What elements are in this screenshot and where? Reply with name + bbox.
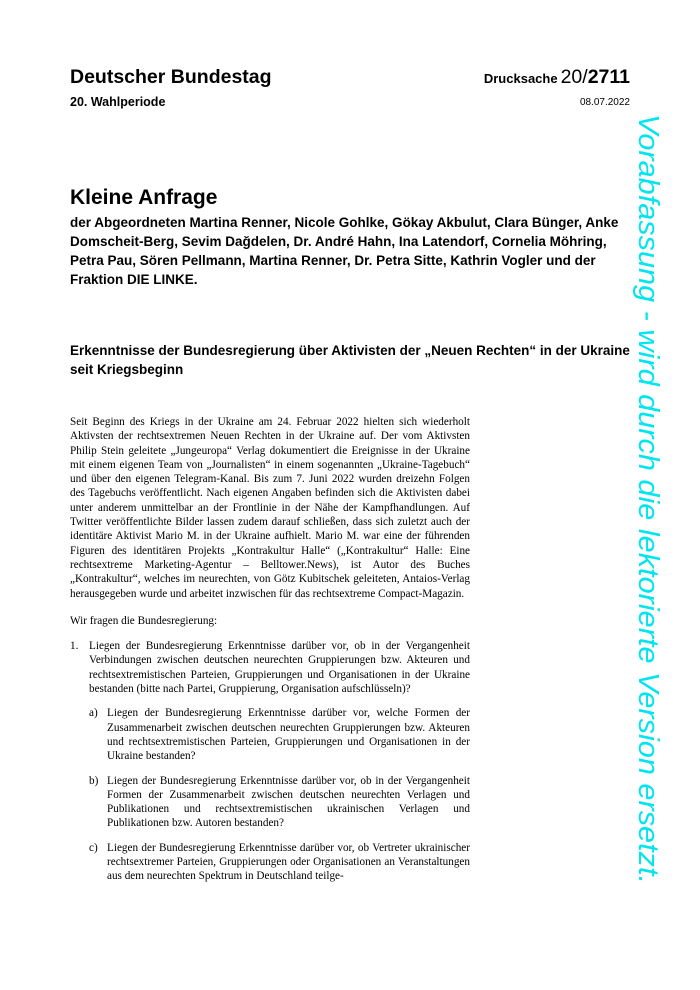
sub-question-label: a)	[89, 707, 98, 720]
sub-question-label: b)	[89, 774, 99, 787]
ask-line: Wir fragen die Bundesregierung:	[70, 614, 218, 627]
authors: der Abgeordneten Martina Renner, Nicole Gohlke, Gökay Akbulut, Clara Bünger, Anke Domscheit-Berg, Sevim Dağdelen, Dr. André Hahn, Ina Latendorf, Cornelia Möhring, Petra Pau, Sören Pellmann, Martina Renner, Dr. Petra Sitte, Kathrin Vogler und der Fraktion DIE LINKE.	[70, 215, 619, 287]
sub-question-label: c)	[89, 841, 98, 854]
question-item	[70, 639, 470, 696]
sub-question-item	[70, 841, 470, 884]
question-text: Liegen der Bundesregierung Erkenntnisse darüber vor, ob in der Vergangenheit Verbindungen zwischen deutschen neurechten Gruppierungen bzw. Akteuren und rechtsextremistischen Parteien, Gruppierungen und Organisationen in der Ukraine bestanden (bitte nach Partei, Gruppierung, Organisation aufschlüsseln)?	[89, 640, 470, 696]
sub-question-text: Liegen der Bundesregierung Erkenntnisse darüber vor, welche Formen der Zusammenarbeit zwischen deutschen neurechten Gruppierungen bzw. Akteuren und rechtsextremistischen Parteien, Gruppierungen und Organisationen in der Ukraine bestanden?	[107, 707, 470, 763]
header-institution: Deutscher Bundestag	[70, 66, 272, 88]
watermark-text: Vorabfassung - wird durch die lektorierte Version ersetzt.	[632, 114, 664, 843]
drucksache-number	[484, 66, 630, 89]
drucksache-prefix: 20/	[560, 66, 588, 88]
document-body	[70, 415, 470, 884]
sub-question-item	[70, 774, 470, 831]
document-date: 08.07.2022	[579, 97, 630, 108]
drucksache-label: Drucksache	[483, 71, 558, 86]
sub-question-text: Liegen der Bundesregierung Erkenntnisse darüber vor, ob in der Vergangenheit Formen der Zusammenarbeit zwischen deutschen neurechten Verlagen und Publikationen und rechtsextremistischen ukrainischen Verlagen und Publikationen bzw. Autoren bestanden?	[107, 774, 470, 830]
sub-question-item	[70, 706, 470, 763]
document-title: Erkenntnisse der Bundesregierung über Aktivisten der „Neuen Rechten“ in der Ukraine seit Kriegsbeginn	[70, 343, 630, 377]
intro-paragraph: Seit Beginn des Kriegs in der Ukraine am 24. Februar 2022 hielten sich wiederholt Aktivsten der rechtsextremen Neuen Rechten in der Ukraine auf. Der vom Aktivsten Philip Stein geleitete „Jungeuropa“ Verlag dokumentiert die Ereignisse in der Ukraine mit einem eigenen Team von „Journalisten“ in einem sogenannten „Ukraine-Tagebuch“ und über den eigenen Telegram-Kanal. Bis zum 7. Juni 2022 wurden dreizehn Folgen des Tagebuchs veröffentlicht. Nach eigenen Angaben befinden sich die Aktivisten dabei unter anderem unmittelbar an der Frontlinie in der Nähe der Kampfhandlungen. Auf Twitter veröffentlichte Bilder lassen zudem darauf schließen, dass sich zuletzt auch der identitäre Aktivist Mario M. in der Ukraine aufhielt. Mario M. war eine der führenden Figuren des identitären Projekts „Kontrakultur Halle“ („Kontrakultur“ Halle: Eine rechtsextreme Marketing-Agentur – Belltower.News), ist Autor des Buches „Kontrakultur“, welches im neurechten, von Götz Kubitschek geleiteten, Antaios-Verlag herausgegeben wurde und arbeitet inzwischen für das rechtsextreme Compact-Magazin.	[70, 416, 470, 600]
sub-question-text: Liegen der Bundesregierung Erkenntnisse darüber vor, ob Vertreter ukrainischer rechtsextremer Parteien, Gruppierungen oder Organisationen an Veranstaltungen aus dem neurechten Spektrum in Deutschland teilge-	[107, 841, 470, 883]
question-number: 1.	[70, 640, 79, 653]
preliminary-version-watermark	[608, 110, 678, 900]
wahlperiode: 20. Wahlperiode	[70, 95, 166, 109]
document-type: Kleine Anfrage	[70, 186, 218, 209]
drucksache-value: 2711	[587, 66, 630, 88]
